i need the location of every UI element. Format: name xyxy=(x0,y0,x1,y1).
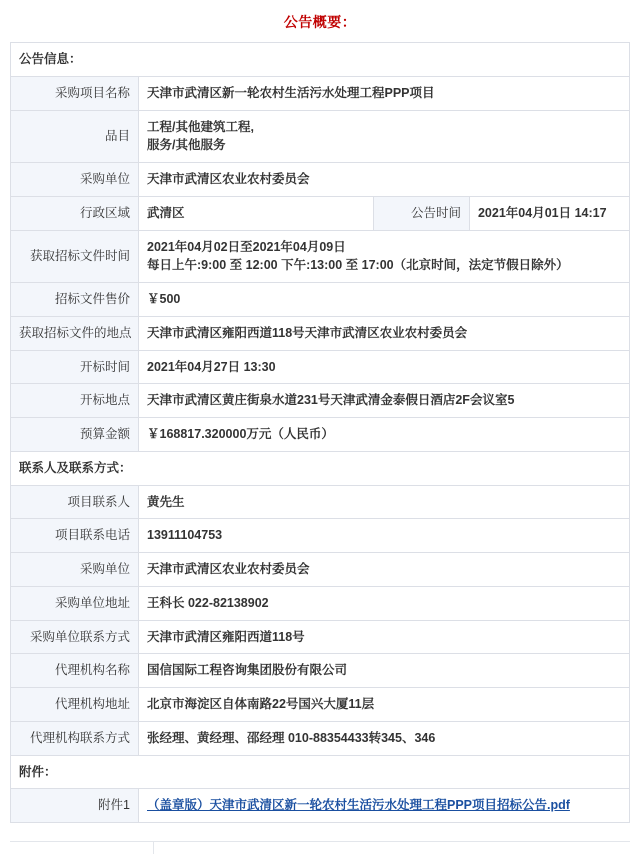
row-value-agency-address: 北京市海淀区自体南路22号国兴大厦11层 xyxy=(139,688,630,722)
row-value-project-phone: 13911104753 xyxy=(139,519,630,553)
row-label-purchaser-contact: 采购单位联系方式 xyxy=(11,620,139,654)
table-row xyxy=(11,721,630,755)
category-line-1: 工程/其他建筑工程, xyxy=(147,119,254,134)
row-value-purchaser-contact: 天津市武清区雍阳西道118号 xyxy=(139,620,630,654)
table-row xyxy=(11,485,630,519)
table-row xyxy=(11,384,630,418)
table-row xyxy=(11,553,630,587)
row-label-project-phone: 项目联系电话 xyxy=(11,519,139,553)
row-value-region: 武清区 xyxy=(139,196,374,230)
page-title: 公告概要： xyxy=(283,14,357,30)
row-label-budget: 预算金额 xyxy=(11,418,139,452)
row-value-purchaser: 天津市武清区农业农村委员会 xyxy=(139,163,630,197)
row-label-agency-contact: 代理机构联系方式 xyxy=(11,721,139,755)
section-header-row xyxy=(11,43,630,77)
table-row xyxy=(11,688,630,722)
category-line-2: 服务/其他服务 xyxy=(147,138,226,153)
row-value-bid-open-time: 2021年04月27日 13:30 xyxy=(139,350,630,384)
row-label-region: 行政区域 xyxy=(11,196,139,230)
attachment-link-1[interactable]: （盖章版）天津市武清区新一轮农村生活污水处理工程PPP项目招标公告.pdf xyxy=(147,798,570,813)
row-label-bid-open-place: 开标地点 xyxy=(11,384,139,418)
row-value-purchaser-address: 王科长 022-82138902 xyxy=(139,586,630,620)
row-label-doc-time: 获取招标文件时间 xyxy=(11,230,139,283)
row-label-project-name: 采购项目名称 xyxy=(11,76,139,110)
table-row xyxy=(11,230,630,283)
row-label-contact-purchaser: 采购单位 xyxy=(11,553,139,587)
footer-tick xyxy=(10,842,630,854)
row-value-doc-price: ￥500 xyxy=(139,283,630,317)
row-label-publish-time: 公告时间 xyxy=(373,196,469,230)
section-contact-info: 联系人及联系方式： xyxy=(11,451,630,485)
table-row xyxy=(11,76,630,110)
row-label-agency-name: 代理机构名称 xyxy=(11,654,139,688)
row-value-agency-contact: 张经理、黄经理、邵经理 010-88354433转345、346 xyxy=(139,721,630,755)
row-value-project-name: 天津市武清区新一轮农村生活污水处理工程PPP项目 xyxy=(139,76,630,110)
section-header-row xyxy=(11,755,630,789)
row-value-project-contact: 黄先生 xyxy=(139,485,630,519)
section-attachments: 附件： xyxy=(11,755,630,789)
row-value-category xyxy=(139,110,630,163)
table-row xyxy=(11,350,630,384)
row-value-agency-name: 国信国际工程咨询集团股份有限公司 xyxy=(139,654,630,688)
row-label-purchaser-address: 采购单位地址 xyxy=(11,586,139,620)
table-row xyxy=(11,316,630,350)
row-label-project-contact: 项目联系人 xyxy=(11,485,139,519)
row-label-category: 品目 xyxy=(11,110,139,163)
table-row xyxy=(11,519,630,553)
section-header-row xyxy=(11,451,630,485)
row-value-doc-time xyxy=(139,230,630,283)
table-row xyxy=(11,586,630,620)
row-value-publish-time: 2021年04月01日 14:17 xyxy=(469,196,629,230)
row-value-budget: ￥168817.320000万元（人民币） xyxy=(139,418,630,452)
table-row xyxy=(11,110,630,163)
table-row xyxy=(11,620,630,654)
row-value-attachment-1 xyxy=(139,789,630,823)
table-row xyxy=(11,163,630,197)
row-value-doc-location: 天津市武清区雍阳西道118号天津市武清区农业农村委员会 xyxy=(139,316,630,350)
table-row xyxy=(11,418,630,452)
table-row xyxy=(11,196,630,230)
table-row xyxy=(11,789,630,823)
row-label-doc-location: 获取招标文件的地点 xyxy=(11,316,139,350)
doc-time-line-1: 2021年04月02日至2021年04月09日 xyxy=(147,239,346,254)
table-row xyxy=(11,654,630,688)
row-label-attachment-1: 附件1 xyxy=(11,789,139,823)
row-label-agency-address: 代理机构地址 xyxy=(11,688,139,722)
row-label-purchaser: 采购单位 xyxy=(11,163,139,197)
row-value-contact-purchaser: 天津市武清区农业农村委员会 xyxy=(139,553,630,587)
row-label-bid-open-time: 开标时间 xyxy=(11,350,139,384)
announcement-table xyxy=(10,42,630,823)
row-label-doc-price: 招标文件售价 xyxy=(11,283,139,317)
doc-time-line-2: 每日上午:9:00 至 12:00 下午:13:00 至 17:00（北京时间，法定节假日除外） xyxy=(147,258,569,273)
section-announcement-info: 公告信息： xyxy=(11,43,630,77)
table-row xyxy=(11,283,630,317)
row-value-bid-open-place: 天津市武清区黄庄街泉水道231号天津武清金泰假日酒店2F会议室5 xyxy=(139,384,630,418)
